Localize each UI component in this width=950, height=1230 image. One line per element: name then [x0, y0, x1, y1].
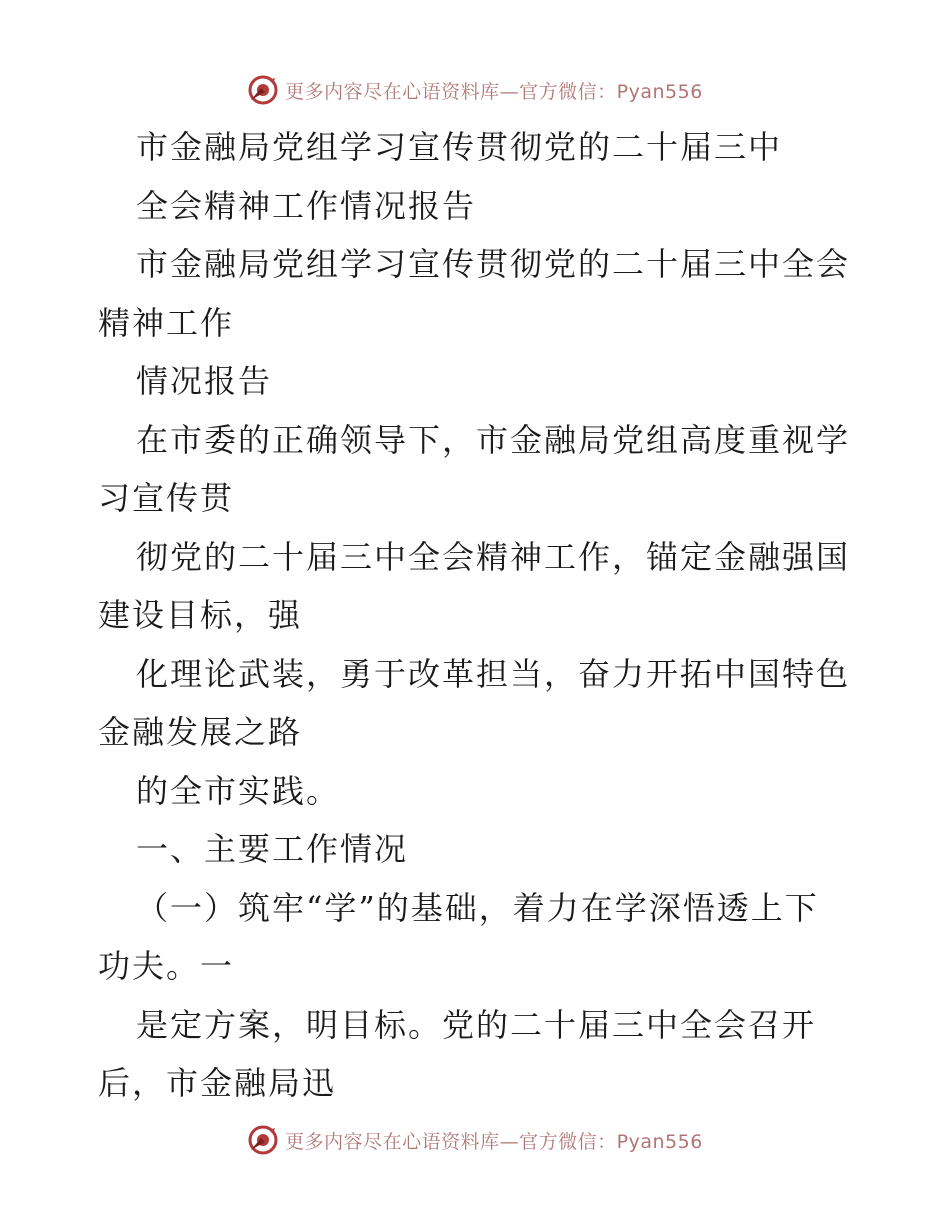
text-line: 建设目标，强	[98, 596, 303, 634]
text-line: 金融发展之路	[98, 713, 303, 751]
text-line: 是定方案，明目标。党的二十届三中全会召开	[136, 1005, 817, 1044]
header-banner	[0, 70, 950, 110]
text-line: 后，市金融局迅	[98, 1064, 337, 1102]
text-line: 彻党的二十届三中全会精神工作，锚定金融强国	[136, 537, 851, 576]
banner-handle: Pyan556	[616, 80, 703, 103]
logo-icon	[247, 1124, 279, 1156]
footer-banner	[0, 1120, 950, 1160]
text-line: 情况报告	[136, 362, 273, 400]
text-line: 在市委的正确领导下，市金融局党组高度重视学	[136, 420, 851, 459]
text-line: 功夫。一	[98, 947, 235, 985]
logo-icon	[247, 74, 279, 106]
document-body	[98, 118, 858, 1113]
text-line: 化理论武装，勇于改革担当，奋力开拓中国特色	[136, 654, 851, 693]
text-line: 习宣传贯	[98, 479, 235, 517]
text-line: 市金融局党组学习宣传贯彻党的二十届三中	[136, 128, 783, 166]
banner-text: 更多内容尽在心语资料库—官方微信：Pyan556	[285, 1130, 703, 1153]
text-line: 一、主要工作情况	[136, 830, 409, 868]
text-line: 全会精神工作情况报告	[136, 186, 477, 225]
text-line: 的全市实践。	[136, 771, 341, 810]
banner-text: 更多内容尽在心语资料库—官方微信：Pyan556	[285, 80, 703, 103]
text-line: 精神工作	[98, 303, 235, 342]
text-line: 市金融局党组学习宣传贯彻党的二十届三中全会	[136, 245, 851, 283]
banner-handle: Pyan556	[616, 1130, 703, 1153]
text-line: （一）筑牢“学”的基础，着力在学深悟透上下	[136, 888, 819, 927]
